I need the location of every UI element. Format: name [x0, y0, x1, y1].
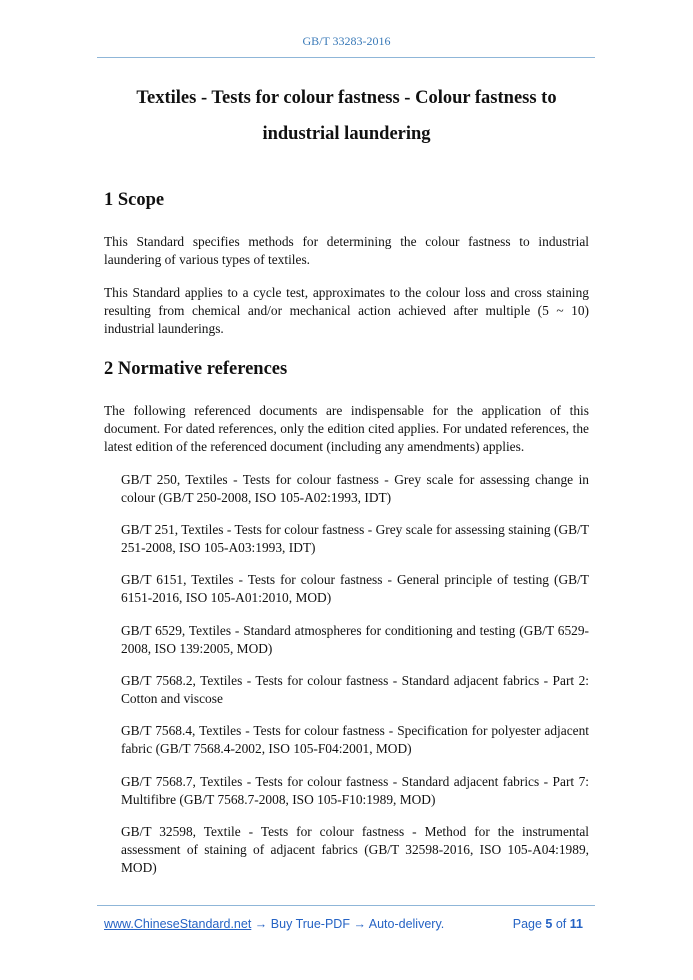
reference-item: GB/T 32598, Textile - Tests for colour fastness - Method for the instrumental assessment of staining of adjacent fabrics (GB/T 32598-2016, ISO 105-A04:1989, MOD) — [121, 824, 589, 875]
reference-item: GB/T 251, Textiles - Tests for colour fastness - Grey scale for assessing staining (GB/T 251-2008, ISO 105-A03:1993, IDT) — [121, 522, 589, 555]
of-label: of — [555, 917, 567, 931]
footer-promo — [104, 917, 444, 931]
scope-paragraph: This Standard specifies methods for determining the colour fastness to industrial laundering of various types of textiles. — [104, 234, 589, 267]
document-title — [104, 80, 589, 152]
footer-divider — [97, 905, 595, 906]
page-number: 5 — [545, 917, 553, 931]
chinesestandard-link[interactable]: www.ChineseStandard.net — [104, 917, 252, 931]
section-heading-scope: 1 Scope — [104, 190, 165, 210]
title-line-2: industrial laundering — [262, 124, 431, 144]
reference-item: GB/T 250, Textiles - Tests for colour fastness - Grey scale for assessing change in colour (GB/T 250-2008, ISO 105-A02:1993, IDT) — [121, 472, 589, 505]
auto-delivery-text: Auto-delivery. — [368, 917, 445, 931]
buy-true-pdf-link[interactable]: Buy True-PDF — [270, 917, 350, 931]
title-line-1: Textiles - Tests for colour fastness - Colour fastness to — [136, 88, 557, 108]
reference-item: GB/T 6529, Textiles - Standard atmospheres for conditioning and testing (GB/T 6529-2008, ISO 139:2005, MOD) — [121, 623, 589, 656]
reference-item: GB/T 6151, Textiles - Tests for colour fastness - General principle of testing (GB/T 6151-2016, ISO 105-A01:2010, MOD) — [121, 572, 589, 605]
reference-item: GB/T 7568.7, Textiles - Tests for colour fastness - Standard adjacent fabrics - Part 7: Multifibre (GB/T 7568.7-2008, ISO 105-F10:1989, MOD) — [121, 774, 589, 807]
total-pages: 11 — [569, 917, 583, 931]
scope-paragraph: This Standard applies to a cycle test, approximates to the colour loss and cross staining resulting from chemical and/or mechanical action achieved after multiple (5 ~ 10) industrial launderings. — [104, 285, 589, 336]
normative-intro-paragraph: The following referenced documents are indispensable for the application of this document. For dated references, only the edition cited applies. For undated references, the latest edition of the referenced document (including any amendments) applies. — [104, 403, 589, 454]
header-divider — [97, 57, 595, 58]
section-heading-normative-references: 2 Normative references — [104, 359, 288, 379]
page-indicator — [513, 917, 583, 931]
arrow-right-icon: → — [254, 917, 268, 931]
page-label: Page — [512, 917, 542, 931]
reference-item: GB/T 7568.2, Textiles - Tests for colour fastness - Standard adjacent fabrics - Part 2: Cotton and viscose — [121, 673, 589, 706]
reference-item: GB/T 7568.4, Textiles - Tests for colour fastness - Specification for polyester adjacent fabric (GB/T 7568.4-2002, ISO 105-F04:2001, MOD) — [121, 723, 589, 756]
arrow-right-icon: → — [353, 917, 366, 931]
header-document-code: GB/T 33283-2016 — [302, 34, 391, 48]
